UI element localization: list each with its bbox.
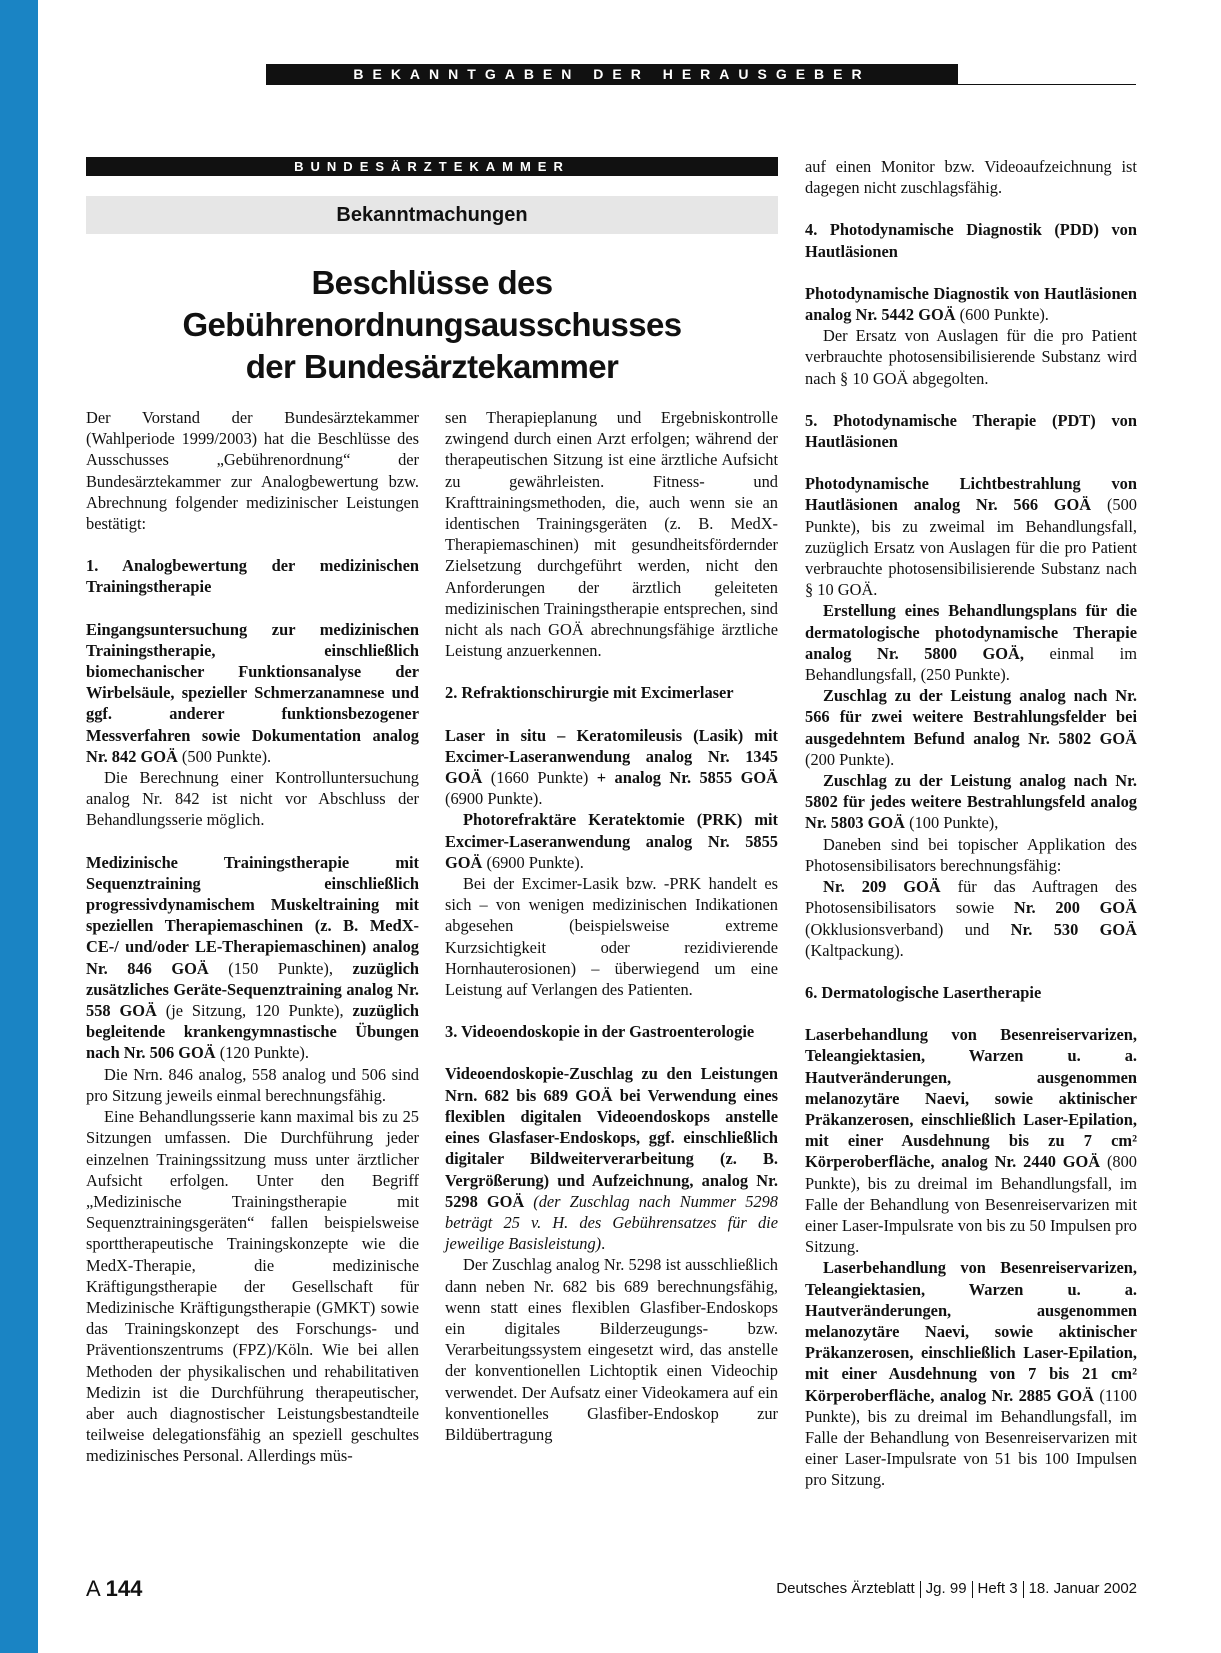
paragraph: Der Vorstand der Bundesärztekammer (Wahlperiode 1999/2003) hat die Beschlüsse des Ausschusses „Gebührenordnung“ der Bundesärztekammer zur Analogbewertung bzw. Abrechnung folgender medizinischer Leistungen bestätigt:: [86, 408, 419, 534]
journal-date: 18. Januar 2002: [1028, 1580, 1137, 1597]
section-heading: 6. Dermatologische Lasertherapie: [805, 982, 1042, 1002]
text-column-2: [445, 407, 778, 1445]
page-number: [86, 1576, 142, 1602]
page-number-value: 144: [105, 1576, 143, 1601]
section-heading: 5. Photodynamische Therapie (PDT) von Hautläsionen: [805, 410, 1137, 452]
paragraph: Zuschlag zu der Leistung analog nach Nr. 566 für zwei weitere Bestrahlungsfelder bei ausgedehntem Befund analog Nr. 5802 GOÄ (200 Punkte).: [805, 686, 1137, 769]
paragraph: Der Ersatz von Auslagen für die pro Patient verbrauchte photosensibilisierende Substanz wird nach § 10 GOÄ abgegolten.: [805, 326, 1137, 388]
page-prefix: A: [86, 1576, 100, 1601]
paragraph: Nr. 209 GOÄ für das Auftragen des Photosensibilisators sowie Nr. 200 GOÄ (Okklusionsverband) und Nr. 530 GOÄ (Kaltpackung).: [805, 877, 1137, 960]
section-heading: 3. Videoendoskopie in der Gastroenterologie: [445, 1022, 755, 1042]
headline-line-3: der Bundesärztekammer: [245, 348, 619, 385]
paragraph: Der Zuschlag analog Nr. 5298 ist ausschließlich dann neben Nr. 682 bis 689 berechnungsfähig, wenn statt eines flexiblen Glasfiber-Endoskops ein digitales Bilderzeugungs- bzw. Verarbeitungssystem eingesetzt wird, das anstelle der konventionellen Lichtoptik einen Videochip verwendet. Der Aufsatz einer Videokamera auf ein konventionelles Glasfiber-Endoskop zur Bildübertragung: [445, 1255, 778, 1444]
paragraph: Photodynamische Lichtbestrahlung von Hautläsionen analog Nr. 566 GOÄ (500 Punkte), bis zu zweimal im Behandlungsfall, zuzüglich Ersatz von Auslagen für die pro Patient verbrauchte photosensibilisierende Substanz nach § 10 GOÄ.: [805, 474, 1137, 600]
paragraph: Videoendoskopie-Zuschlag zu den Leistungen Nrn. 682 bis 689 GOÄ bei Verwendung eines flexiblen digitalen Videoendoskops anstelle eines Glasfaser-Endoskops, ggf. einschließlich digitaler Bildweiterverarbeitung (z. B. Vergrößerung) und Aufzeichnung, analog Nr. 5298 GOÄ (der Zuschlag nach Nummer 5298 beträgt 25 v. H. des Gebührensatzes für die jeweilige Basisleistung).: [445, 1064, 778, 1254]
header-rule: [266, 84, 1136, 85]
headline-line-1: Beschlüsse des: [311, 264, 553, 301]
section-heading: 4. Photodynamische Diagnostik (PDD) von Hautläsionen: [805, 220, 1137, 261]
paragraph: Erstellung eines Behandlungsplans für die dermatologische photodynamische Therapie analog Nr. 5800 GOÄ, einmal im Behandlungsfall, (250 Punkte).: [805, 601, 1137, 685]
headline-line-2: Gebührenordnungsausschusses: [182, 306, 682, 343]
paragraph: Laserbehandlung von Besenreiservarizen, Teleangiektasien, Warzen u. a. Hautveränderungen, ausgenommen melanozytäre Naevi, sowie aktinischer Präkanzerosen, einschließlich Laser-Epilation, mit einer Ausdehnung von 7 bis 21 cm² Körperoberfläche, analog Nr. 2885 GOÄ (1100 Punkte), bis zu dreimal im Behandlungsfall, im Falle der Behandlung von Besenreiservarizen mit einer Laser-Impulsrate von 51 bis 100 Impulsen pro Sitzung.: [805, 1258, 1137, 1490]
section-subtitle: Bekanntmachungen: [86, 196, 778, 234]
text-column-1: [86, 407, 419, 1467]
paragraph: Daneben sind bei topischer Applikation des Photosensibilisators berechnungsfähig:: [805, 834, 1137, 875]
footer-separator: [920, 1581, 921, 1598]
section-heading: 1. Analogbewertung der medizinischen Trainingstherapie: [86, 556, 419, 597]
paragraph: Die Nrn. 846 analog, 558 analog und 506 sind pro Sitzung jeweils einmal berechnungsfähig.: [86, 1064, 419, 1105]
paragraph: Photodynamische Diagnostik von Hautläsionen analog Nr. 5442 GOÄ (600 Punkte).: [805, 283, 1137, 325]
paragraph: Zuschlag zu der Leistung analog nach Nr. 5802 für jedes weitere Bestrahlungsfeld analog Nr. 5803 GOÄ (100 Punkte),: [805, 771, 1137, 833]
paragraph: Eingangsuntersuchung zur medizinischen Trainingstherapie, einschließlich biomechanischer Funktionsanalyse der Wirbelsäule, spezieller Schmerzanamnese und ggf. anderer funktionsbezogener Messverfahren sowie Dokumentation analog Nr. 842 GOÄ (500 Punkte).: [86, 619, 419, 766]
paragraph: auf einen Monitor bzw. Videoaufzeichnung ist dagegen nicht zuschlagsfähig.: [805, 157, 1137, 198]
journal-name: Deutsches Ärzteblatt: [776, 1580, 915, 1597]
journal-volume: Jg. 99: [925, 1580, 967, 1597]
text-column-3: [805, 156, 1137, 1491]
paragraph: Eine Behandlungsserie kann maximal bis zu 25 Sitzungen umfassen. Die Durchführung jeder einzelnen Trainingssitzung muss unter ärztlicher Aufsicht erfolgen. Unter den Begriff „Medizinische Trainingstherapie mit Sequenztrainingsgeräten“ fallen beispielsweise sporttherapeutische Trainingskonzepte wie die MedX-Therapie, die medizinische Kräftigungstherapie der Gesellschaft für Medizinische Kräftigungstherapie (GMKT) sowie das Trainingskonzept des Forschungs- und Präventionszentrums (FPZ)/Köln. Wie bei allen Methoden der physikalischen und rehabilitativen Medizin ist die Durchführung therapeutischer, aber auch diagnostischer Leistungsbestandteile teilweise delegationsfähig an speziell geschultes medizinisches Personal. Allerdings müs-: [86, 1107, 419, 1466]
paragraph: Medizinische Trainingstherapie mit Sequenztraining einschließlich progressivdynamischem Muskeltraining mit speziellen Therapiemaschinen (z. B. MedX-CE-/ und/oder LE-Therapiemaschinen) analog Nr. 846 GOÄ (150 Punkte), zuzüglich zusätzliches Geräte-Sequenztraining analog Nr. 558 GOÄ (je Sitzung, 120 Punkte), zuzüglich begleitende krankengymnastische Übungen nach Nr. 506 GOÄ (120 Punkte).: [86, 852, 419, 1063]
journal-footer: [776, 1580, 1137, 1598]
paragraph: Bei der Excimer-Lasik bzw. -PRK handelt es sich – von wenigen medizinischen Indikationen abgesehen (beispielsweise extreme Kurzsichtigkeit oder rezidivierende Hornhauterosionen) – überwiegend um eine Leistung auf Verlangen des Patienten.: [445, 874, 778, 1000]
paragraph: Photorefraktäre Keratektomie (PRK) mit Excimer-Laseranwendung analog Nr. 5855 GOÄ (6900 Punkte).: [445, 810, 778, 872]
footer-separator: [972, 1581, 973, 1598]
left-color-bar: [0, 0, 38, 1653]
article-headline: [86, 262, 778, 388]
footer-separator: [1023, 1581, 1024, 1598]
paragraph: Die Berechnung einer Kontrolluntersuchung analog Nr. 842 ist nicht vor Abschluss der Behandlungsserie möglich.: [86, 768, 419, 830]
paragraph: Laser in situ – Keratomileusis (Lasik) mit Excimer-Laseranwendung analog Nr. 1345 GOÄ (1660 Punkte) + analog Nr. 5855 GOÄ (6900 Punkte).: [445, 725, 778, 809]
paragraph: Laserbehandlung von Besenreiservarizen, Teleangiektasien, Warzen u. a. Hautveränderungen, ausgenommen melanozytäre Naevi, sowie aktinischer Präkanzerosen, einschließlich Laser-Epilation, mit einer Ausdehnung bis zu 7 cm² Körperoberfläche, analog Nr. 2440 GOÄ (800 Punkte), bis zu dreimal im Behandlungsfall, im Falle der Behandlung von Besenreiservarizen mit einer Laser-Impulsrate von bis zu 50 Impulsen pro Sitzung.: [805, 1025, 1137, 1257]
publisher-banner: BEKANNTGABEN DER HERAUSGEBER: [266, 64, 958, 84]
section-title: BUNDESÄRZTEKAMMER: [86, 157, 778, 176]
section-heading: 2. Refraktionschirurgie mit Excimerlaser: [445, 683, 734, 703]
journal-issue: Heft 3: [977, 1580, 1018, 1597]
paragraph: sen Therapieplanung und Ergebniskontrolle zwingend durch einen Arzt erfolgen; während der therapeutischen Sitzung ist eine ärztliche Aufsicht zu gewährleisten. Fitness- und Krafttrainingsmethoden, die, auch wenn sie an identischen Trainingsgeräten (z. B. MedX-Therapiemaschinen) mit gesundheitsfördernder Zielsetzung durchgeführt werden, nicht den Anforderungen der ärztlich geleiteten medizinischen Trainingstherapie entsprechen, sind nicht als nach GOÄ abrechnungsfähige ärztliche Leistung anzuerkennen.: [445, 408, 778, 661]
